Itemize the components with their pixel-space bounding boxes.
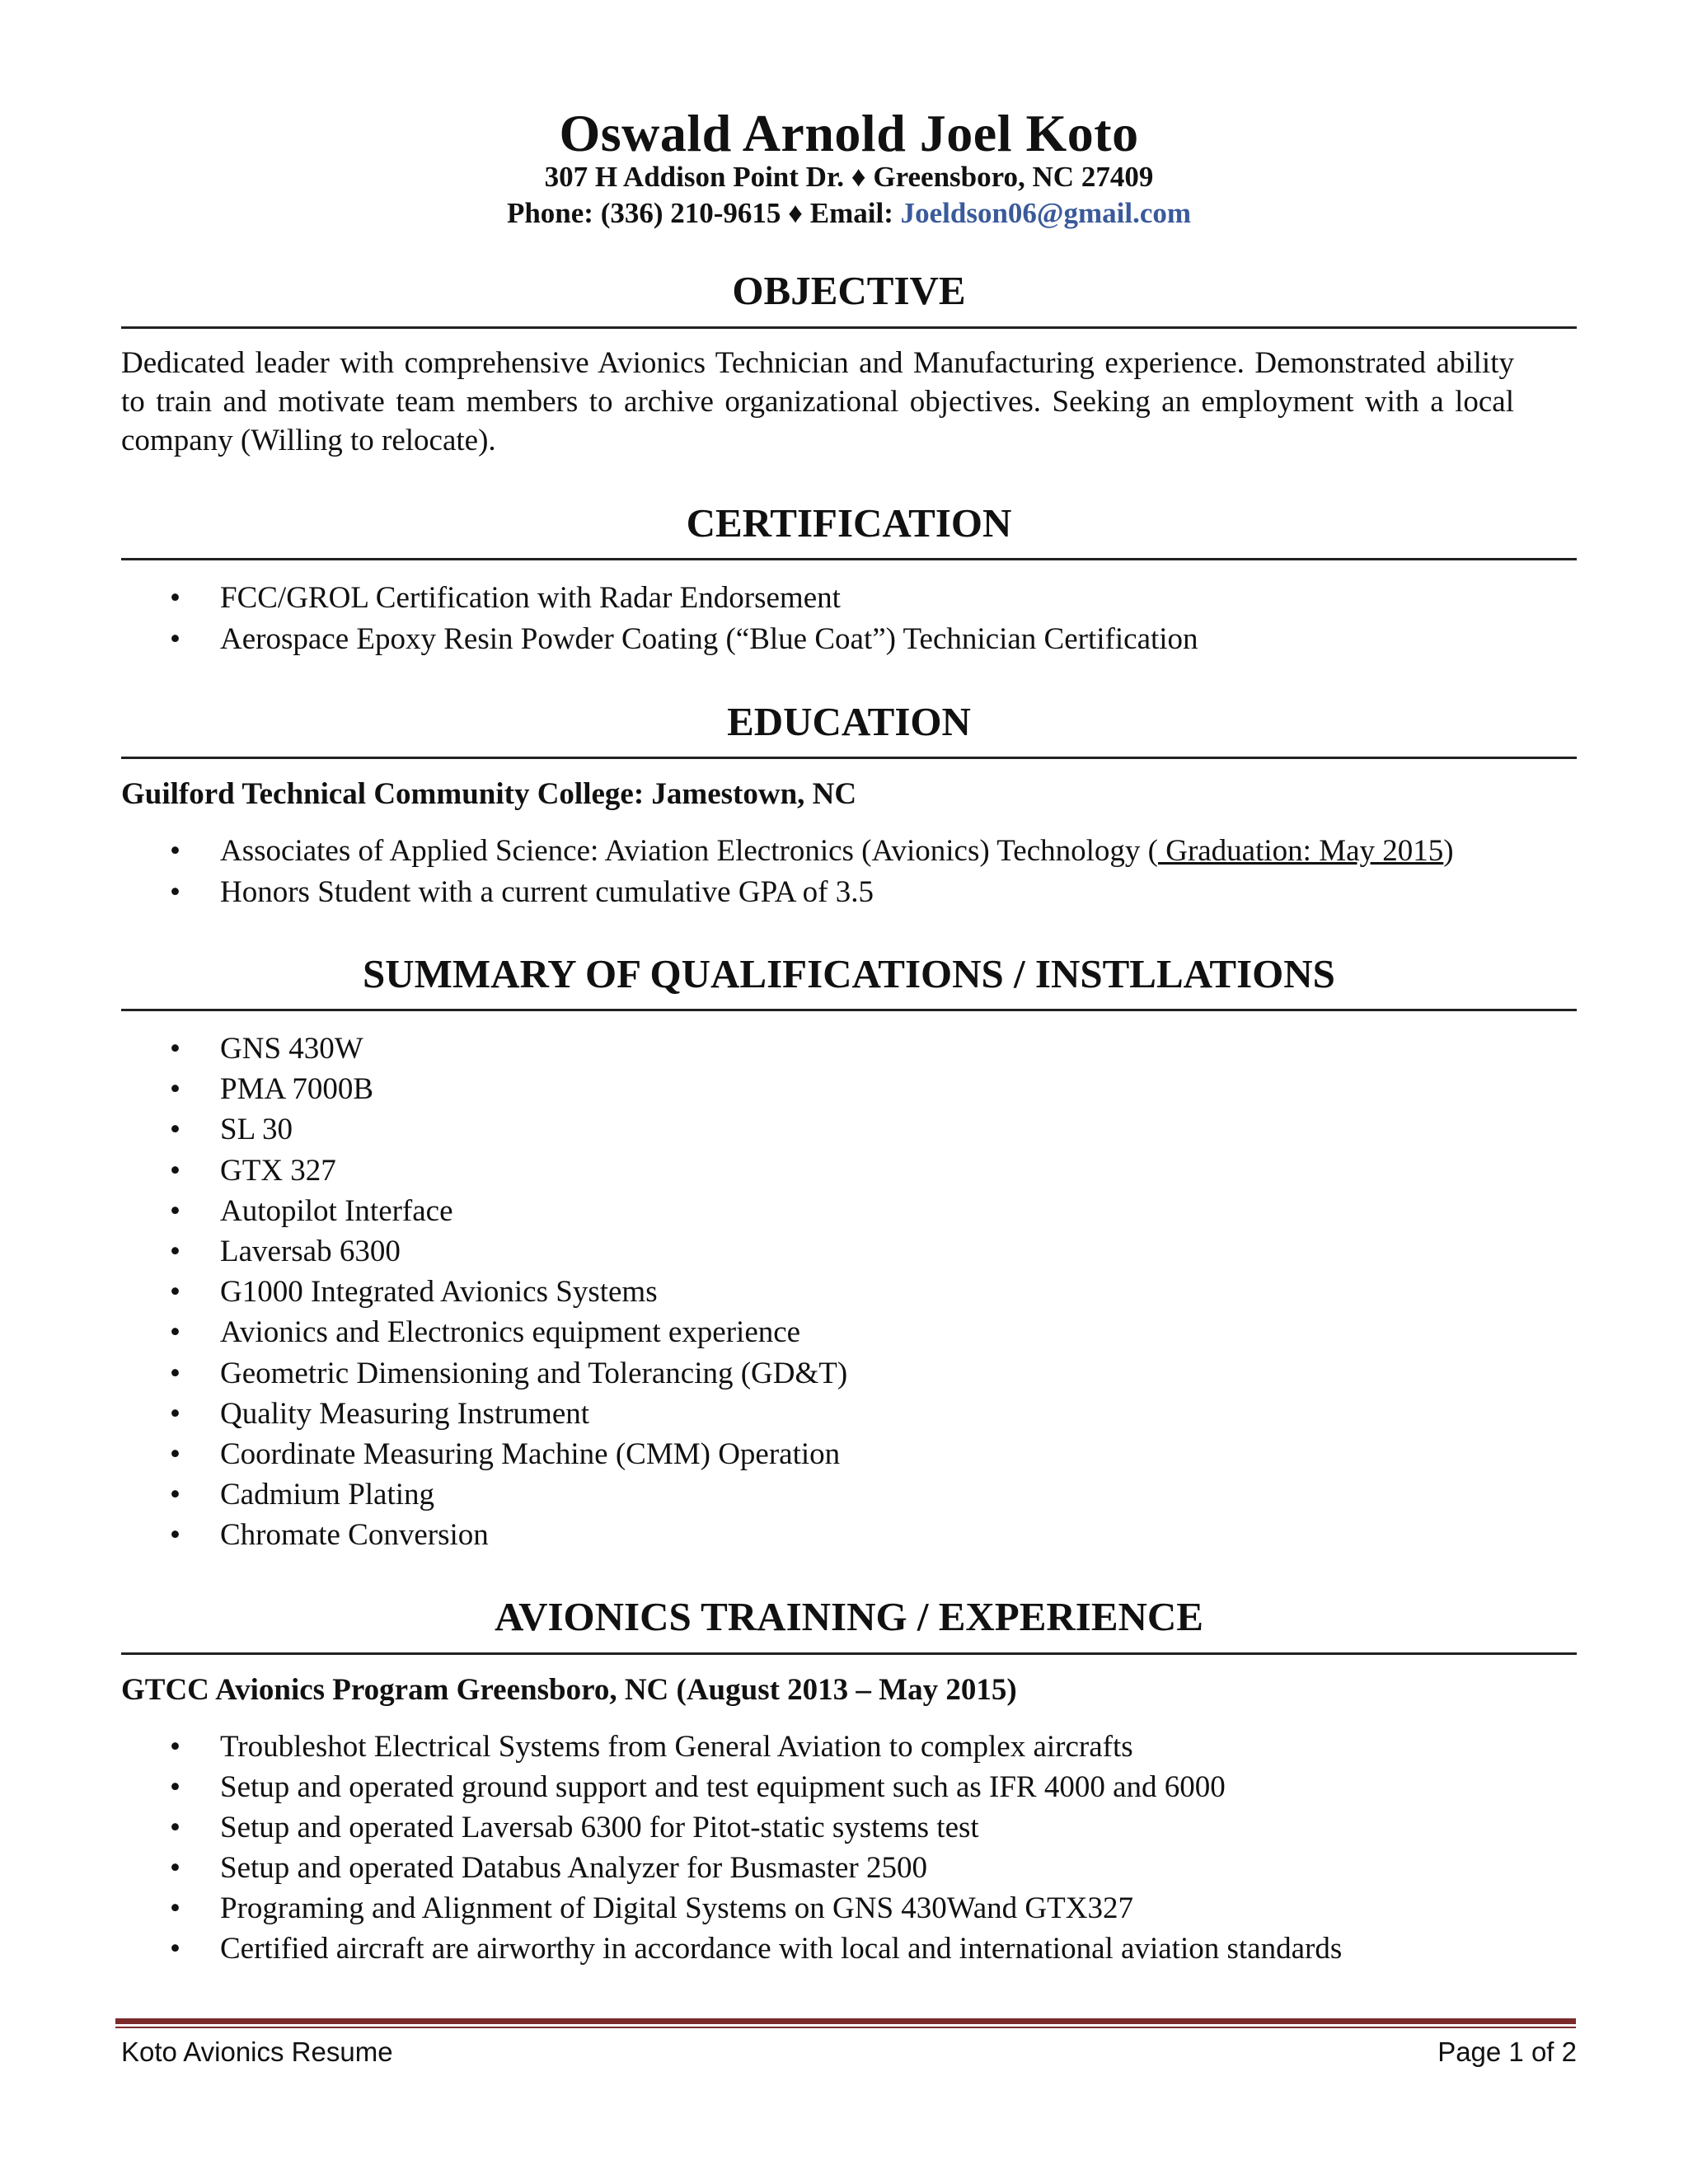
certification-divider	[121, 558, 1577, 560]
qualifications-list	[0, 1029, 847, 1556]
footer-title: Koto Avionics Resume	[121, 2036, 393, 2067]
bullet-icon: •	[170, 622, 181, 656]
bullet-icon: •	[170, 1770, 181, 1804]
footer-divider	[115, 2018, 1576, 2024]
list-item: • Associates of Applied Science: Aviation Electronics (Avionics) Technology ( Graduation: May 2015)	[0, 831, 1454, 872]
list-item: • Autopilot Interface	[0, 1191, 847, 1231]
education-divider	[121, 757, 1577, 759]
school-name: Guilford Technical Community College: Jamestown, NC	[121, 777, 857, 811]
list-item: • Cadmium Plating	[0, 1474, 847, 1515]
education-list	[0, 831, 1454, 913]
list-item: • SL 30	[0, 1109, 847, 1150]
bullet-icon: •	[170, 1396, 181, 1431]
bullet-icon: •	[170, 1032, 181, 1066]
list-item: • Coordinate Measuring Machine (CMM) Operation	[0, 1434, 847, 1474]
list-item: • Troubleshot Electrical Systems from General Aviation to complex aircrafts	[0, 1727, 1342, 1767]
experience-list	[0, 1727, 1342, 1969]
bullet-icon: •	[170, 1356, 181, 1390]
program-name: GTCC Avionics Program Greensboro, NC (August 2013 – May 2015)	[121, 1673, 1017, 1707]
objective-text: Dedicated leader with comprehensive Avionics Technician and Manufacturing experience. Demonstrated ability to train and motivate team members to archive organizational objectives. Seeking an employment with a local company (Willing to relocate).	[121, 346, 1514, 457]
list-item: • Programing and Alignment of Digital Systems on GNS 430Wand GTX327	[0, 1888, 1342, 1929]
bullet-icon: •	[170, 1153, 181, 1188]
bullet-icon: •	[170, 1851, 181, 1885]
objective-heading: OBJECTIVE	[732, 268, 966, 313]
list-item: • Avionics and Electronics equipment experience	[0, 1312, 847, 1352]
list-item: • Laversab 6300	[0, 1231, 847, 1272]
bullet-icon: •	[170, 1193, 181, 1228]
list-item: • Geometric Dimensioning and Tolerancing (GD&T)	[0, 1353, 847, 1394]
list-item: • FCC/GROL Certification with Radar Endorsement	[0, 578, 1198, 619]
list-item: • Honors Student with a current cumulative GPA of 3.5	[0, 872, 1454, 913]
graduation-date: Graduation: May 2015	[1157, 834, 1444, 868]
bullet-icon: •	[170, 1891, 181, 1925]
list-item: • Setup and operated Laversab 6300 for Pitot-static systems test	[0, 1807, 1342, 1848]
bullet-icon: •	[170, 1730, 181, 1764]
list-item: • GNS 430W	[0, 1029, 847, 1069]
email-link[interactable]: Joeldson06@gmail.com	[900, 197, 1192, 229]
bullet-icon: •	[170, 1811, 181, 1844]
phone-label: Phone: (336) 210-9615 ♦ Email:	[506, 197, 901, 229]
list-item: • PMA 7000B	[0, 1069, 847, 1109]
bullet-icon: •	[170, 1437, 181, 1472]
bullet-icon: •	[170, 1518, 181, 1553]
address-line: 307 H Addison Point Dr. ♦ Greensboro, NC 27409	[544, 161, 1154, 193]
list-item: • Certified aircraft are airworthy in accordance with local and international aviation standards	[0, 1929, 1342, 1969]
footer-divider-thin	[115, 2027, 1576, 2028]
experience-heading: AVIONICS TRAINING / EXPERIENCE	[495, 1594, 1203, 1639]
qualifications-divider	[121, 1009, 1577, 1011]
list-item: • Chromate Conversion	[0, 1515, 847, 1555]
qualifications-heading: SUMMARY OF QUALIFICATIONS / INSTLLATIONS	[363, 951, 1335, 996]
bullet-icon: •	[170, 1478, 181, 1512]
bullet-icon: •	[170, 1235, 181, 1269]
list-item: • Quality Measuring Instrument	[0, 1394, 847, 1434]
experience-divider	[121, 1652, 1577, 1655]
list-item: • G1000 Integrated Avionics Systems	[0, 1272, 847, 1312]
list-item: • Aerospace Epoxy Resin Powder Coating (“Blue Coat”) Technician Certification	[0, 619, 1198, 660]
bullet-icon: •	[170, 1072, 181, 1107]
bullet-icon: •	[170, 1315, 181, 1350]
bullet-icon: •	[170, 875, 181, 909]
education-heading: EDUCATION	[727, 699, 971, 744]
list-item: • Setup and operated ground support and test equipment such as IFR 4000 and 6000	[0, 1767, 1342, 1807]
bullet-icon: •	[170, 1113, 181, 1147]
list-item: • Setup and operated Databus Analyzer for Busmaster 2500	[0, 1848, 1342, 1888]
certification-heading: CERTIFICATION	[686, 500, 1012, 546]
list-item: • GTX 327	[0, 1151, 847, 1191]
bullet-icon: •	[170, 834, 181, 868]
certification-list	[0, 578, 1198, 660]
objective-divider	[121, 326, 1577, 329]
candidate-name: Oswald Arnold Joel Koto	[559, 104, 1139, 162]
contact-line	[121, 195, 1577, 232]
bullet-icon: •	[170, 581, 181, 615]
bullet-icon: •	[170, 1275, 181, 1310]
bullet-icon: •	[170, 1932, 181, 1966]
page-number: Page 1 of 2	[1437, 2036, 1577, 2067]
